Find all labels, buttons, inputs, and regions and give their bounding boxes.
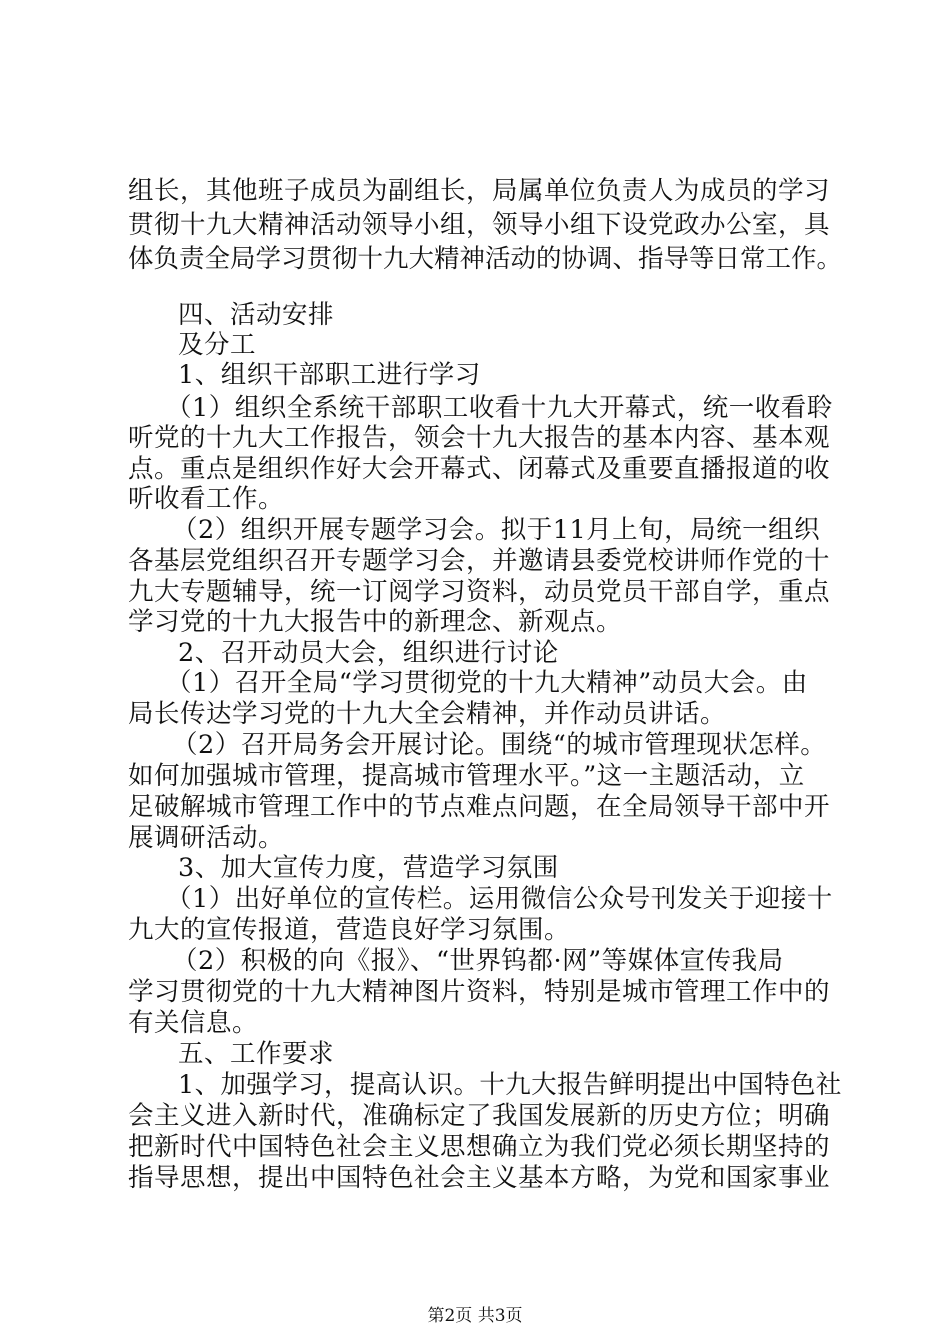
- paragraph-line: 指导思想，提出中国特色社会主义基本方略，为党和国家事业: [128, 1163, 831, 1193]
- paragraph-line: 展调研活动。: [128, 823, 285, 853]
- paragraph-line: 贯彻十九大精神活动领导小组，领导小组下设党政办公室，具: [128, 210, 831, 240]
- section-heading: 四、活动安排: [178, 300, 335, 330]
- paragraph-line: 点。重点是组织作好大会开幕式、闭幕式及重要直播报道的收: [128, 454, 831, 484]
- section-heading: 五、工作要求: [178, 1039, 335, 1069]
- paragraph-line: （1）组织全系统干部职工收看十九大开幕式，统一收看聆: [166, 393, 833, 423]
- subsection-heading: 3、加大宣传力度，营造学习氛围: [178, 853, 559, 883]
- paragraph-line: 学习贯彻党的十九大精神图片资料，特别是城市管理工作中的: [128, 977, 831, 1007]
- paragraph-line: 各基层党组织召开专题学习会，并邀请县委党校讲师作党的十: [128, 546, 831, 576]
- paragraph-line: 局长传达学习党的十九大全会精神，并作动员讲话。: [128, 699, 727, 729]
- paragraph-line: （1）召开全局“学习贯彻党的十九大精神”动员大会。由: [166, 668, 808, 698]
- paragraph-line: （2）召开局务会开展讨论。围绕“的城市管理现状怎样。: [172, 730, 827, 760]
- paragraph-line: 九大的宣传报道，营造良好学习氛围。: [128, 915, 571, 945]
- paragraph-line: （2）积极的向《报》、“世界钨都·网”等媒体宣传我局: [172, 946, 784, 976]
- paragraph-line: 学习党的十九大报告中的新理念、新观点。: [128, 607, 623, 637]
- paragraph-line: 有关信息。: [128, 1008, 259, 1038]
- paragraph-line: 组长，其他班子成员为副组长，局属单位负责人为成员的学习: [128, 176, 831, 206]
- paragraph-line: （2）组织开展专题学习会。拟于11月上旬，局统一组织: [172, 515, 821, 545]
- subsection-heading: 2、召开动员大会，组织进行讨论: [178, 638, 559, 668]
- paragraph-line: （1）出好单位的宣传栏。运用微信公众号刊发关于迎接十: [166, 884, 833, 914]
- section-heading: 及分工: [178, 330, 257, 360]
- paragraph-line: 听收看工作。: [128, 484, 285, 514]
- subsection-heading: 1、组织干部职工进行学习: [178, 360, 481, 390]
- paragraph-line: 体负责全局学习贯彻十九大精神活动的协调、指导等日常工作。: [128, 244, 843, 274]
- paragraph-line: 足破解城市管理工作中的节点难点问题，在全局领导干部中开: [128, 792, 831, 822]
- paragraph-line: 1、加强学习，提高认识。十九大报告鲜明提出中国特色社: [178, 1070, 842, 1100]
- page-number-footer: 第2页 共3页: [427, 1306, 523, 1326]
- paragraph-line: 听党的十九大工作报告，领会十九大报告的基本内容、基本观: [128, 423, 831, 453]
- paragraph-line: 把新时代中国特色社会主义思想确立为我们党必须长期坚持的: [128, 1132, 831, 1162]
- paragraph-line: 如何加强城市管理，提高城市管理水平。”这一主题活动，立: [128, 761, 805, 791]
- paragraph-line: 会主义进入新时代，准确标定了我国发展新的历史方位；明确: [128, 1101, 831, 1131]
- paragraph-line: 九大专题辅导，统一订阅学习资料，动员党员干部自学，重点: [128, 577, 831, 607]
